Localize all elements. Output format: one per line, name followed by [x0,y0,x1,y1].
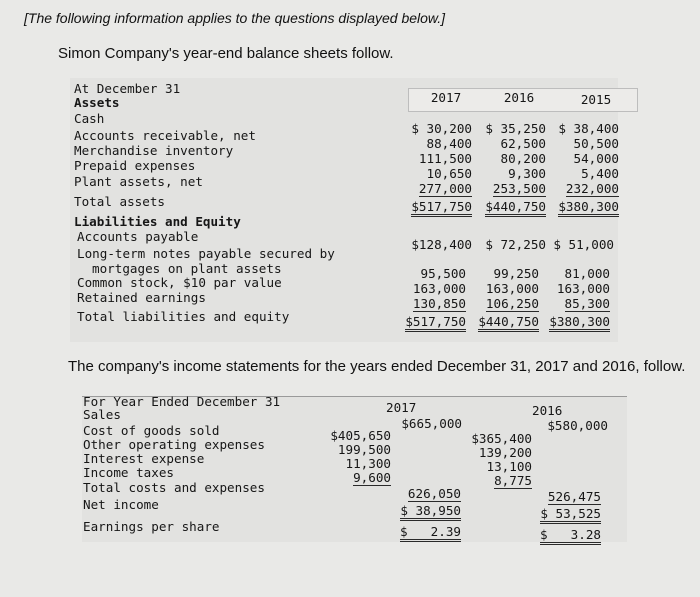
income-statement-heading: The company's income statements for the years ended December 31, 2017 and 2016, follow. [68,358,686,375]
total-liab-2017: $517,750 [405,314,466,332]
row-label-cogs: Cost of goods sold [83,423,220,438]
prepaid-2016: 9,300 [508,166,546,181]
payable-2017: $128,400 [411,237,472,252]
eps-2016: 3.28 [540,527,601,545]
total-costs-2017: 626,050 [407,486,461,501]
total-liab-2015: $380,300 [549,314,610,332]
retained-2016: 106,250 [485,296,539,311]
cogs-2016: $365,400 [471,431,532,446]
eps-currency-2017: $ [400,524,408,539]
is-year-2016: 2016 [532,403,563,418]
row-label-retained: Retained earnings [77,290,206,305]
row-label-interest: Interest expense [83,451,205,466]
common-stock-2017: 163,000 [412,281,466,296]
total-assets-2017: $517,750 [411,199,472,217]
taxes-2016: 8,775 [494,473,532,488]
row-label-inventory: Merchandise inventory [74,143,234,158]
row-label-net-income: Net income [83,497,159,512]
prepaid-2015: 5,400 [581,166,619,181]
total-assets-2016: $440,750 [485,199,546,217]
eps-2017: 2.39 [400,524,461,542]
row-label-payable: Accounts payable [77,229,199,244]
net-income-2016: $ 53,525 [540,506,601,524]
sales-2017: $665,000 [401,416,462,431]
row-label-total-liab: Total liabilities and equity [77,309,290,324]
row-label-taxes: Income taxes [83,465,174,480]
net-income-2017: $ 38,950 [400,503,461,521]
row-label-receivable: Accounts receivable, net [74,128,256,143]
notes-2015: 81,000 [564,266,610,281]
total-assets-2015: $380,300 [558,199,619,217]
cash-2016: $ 35,250 [485,121,546,136]
balance-sheet-heading: Simon Company's year-end balance sheets follow. [58,45,394,62]
sales-2016: $580,000 [547,418,608,433]
opex-2017: 199,500 [337,442,391,457]
assets-header: Assets [74,95,120,110]
plant-2016: 253,500 [492,181,546,196]
notes-2017: 95,500 [420,266,466,281]
payable-2016: $ 72,250 [485,237,546,252]
year-2015: 2015 [580,92,612,107]
row-label-prepaid: Prepaid expenses [74,158,196,173]
common-stock-2016: 163,000 [485,281,539,296]
row-label-notes: Long-term notes payable secured by [77,246,335,261]
prepaid-2017: 10,650 [426,166,472,181]
interest-2017: 11,300 [345,456,391,471]
cogs-2017: $405,650 [330,428,391,443]
inventory-2017: 111,500 [418,151,472,166]
plant-2017: 277,000 [418,181,472,196]
retained-2017: 130,850 [412,296,466,311]
row-label-total-costs: Total costs and expenses [83,480,265,495]
year-2017: 2017 [430,90,462,105]
liabilities-header: Liabilities and Equity [74,214,241,229]
taxes-2017: 9,600 [353,470,391,485]
period-label: For Year Ended December 31 [83,394,281,409]
interest-2016: 13,100 [486,459,532,474]
date-label: At December 31 [74,81,181,96]
common-stock-2015: 163,000 [556,281,610,296]
total-costs-2016: 526,475 [547,489,601,504]
row-label-total-assets: Total assets [74,194,165,209]
row-label-plant: Plant assets, net [74,174,203,189]
receivable-2016: 62,500 [500,136,546,151]
year-2016: 2016 [503,90,535,105]
row-label-sales: Sales [83,407,121,422]
inventory-2015: 54,000 [573,151,619,166]
row-label-common-stock: Common stock, $10 par value [77,275,282,290]
payable-2015: $ 51,000 [553,237,614,252]
cash-2017: $ 30,200 [411,121,472,136]
receivable-2017: 88,400 [426,136,472,151]
total-liab-2016: $440,750 [478,314,539,332]
row-label-cash: Cash [74,111,105,126]
notes-2016: 99,250 [493,266,539,281]
plant-2015: 232,000 [565,181,619,196]
cash-2015: $ 38,400 [558,121,619,136]
opex-2016: 139,200 [478,445,532,460]
retained-2015: 85,300 [564,296,610,311]
is-year-2017: 2017 [386,400,417,415]
row-label-opex: Other operating expenses [83,437,265,452]
inventory-2016: 80,200 [500,151,546,166]
row-label-eps: Earnings per share [83,519,220,534]
receivable-2015: 50,500 [573,136,619,151]
intro-note: [The following information applies to the questions displayed below.] [24,10,446,26]
eps-currency-2016: $ [540,527,548,542]
row-label-notes-2: mortgages on plant assets [92,261,282,276]
